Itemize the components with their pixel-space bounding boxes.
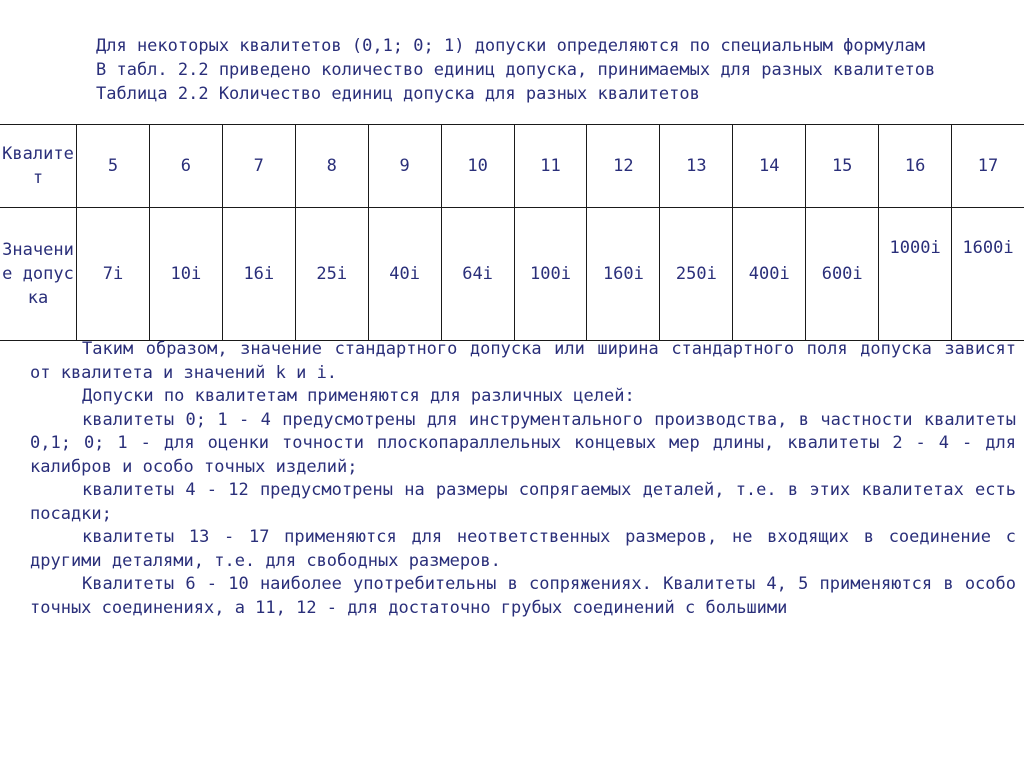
row-header-quality: Квалитет <box>0 125 77 208</box>
paragraph-free-dimensions: квалитеты 13 - 17 применяются для неответственных размеров, не входящих в соединение с другими деталями, т.е. для свободных размеров. <box>30 527 1016 571</box>
paragraph-purposes: Допуски по квалитетам применяются для различных целей: <box>82 386 635 406</box>
table-caption: Таблица 2.2 Количество единиц допуска для разных квалитетов <box>96 84 700 104</box>
table-cell: 100i <box>514 208 587 341</box>
table-cell: 6 <box>149 125 222 208</box>
table-cell: 16 <box>879 125 952 208</box>
paragraph-tooling-qualities: квалитеты 0; 1 - 4 предусмотрены для инструментального производства, в частности квалитеты 0,1; 0; 1 - для оценки точности плоскопараллельных концевых мер длины, квалитеты 2 - 4 - для калибров и особо точных изделий; <box>30 409 1016 477</box>
table-cell: 1600i <box>952 208 1024 341</box>
table-cell: 11 <box>514 125 587 208</box>
paragraph-common-qualities: Квалитеты 6 - 10 наиболее употребительны в сопряжениях. Квалитеты 4, 5 применяются в особо точных соединениях, а 11, 12 - для достаточно грубых соединений с большими <box>30 574 1016 618</box>
tolerance-units-table <box>0 124 1024 341</box>
table-cell: 14 <box>733 125 806 208</box>
table-cell: 17 <box>952 125 1024 208</box>
table-cell: 40i <box>368 208 441 341</box>
table-cell: 12 <box>587 125 660 208</box>
table-cell: 15 <box>806 125 879 208</box>
table-cell: 9 <box>368 125 441 208</box>
table-cell: 10 <box>441 125 514 208</box>
intro-line-1: Для некоторых квалитетов (0,1; 0; 1) допуски определяются по специальным формулам <box>96 36 926 56</box>
table-cell: 1000i <box>879 208 952 341</box>
table-cell: 25i <box>295 208 368 341</box>
body-text <box>30 338 1016 620</box>
table-cell: 7i <box>77 208 150 341</box>
table-cell: 64i <box>441 208 514 341</box>
table-cell: 13 <box>660 125 733 208</box>
intro-block <box>96 34 1024 106</box>
table-cell: 600i <box>806 208 879 341</box>
paragraph-conclusion: Таким образом, значение стандартного допуска или ширина стандартного поля допуска зависят от квалитета и значений k и i. <box>30 339 1016 383</box>
table-cell: 250i <box>660 208 733 341</box>
table-cell: 8 <box>295 125 368 208</box>
table-row-values <box>0 208 1024 341</box>
table-row-qualities <box>0 125 1024 208</box>
table-cell: 5 <box>77 125 150 208</box>
table-cell: 160i <box>587 208 660 341</box>
table-cell: 7 <box>222 125 295 208</box>
table-cell: 16i <box>222 208 295 341</box>
table-cell: 10i <box>149 208 222 341</box>
paragraph-mating-parts: квалитеты 4 - 12 предусмотрены на размеры сопрягаемых деталей, т.е. в этих квалитетах есть посадки; <box>30 480 1016 524</box>
intro-line-2: В табл. 2.2 приведено количество единиц допуска, принимаемых для разных квалитетов <box>96 60 936 80</box>
table-cell: 400i <box>733 208 806 341</box>
row-header-tolerance: Значение допуска <box>0 208 77 341</box>
